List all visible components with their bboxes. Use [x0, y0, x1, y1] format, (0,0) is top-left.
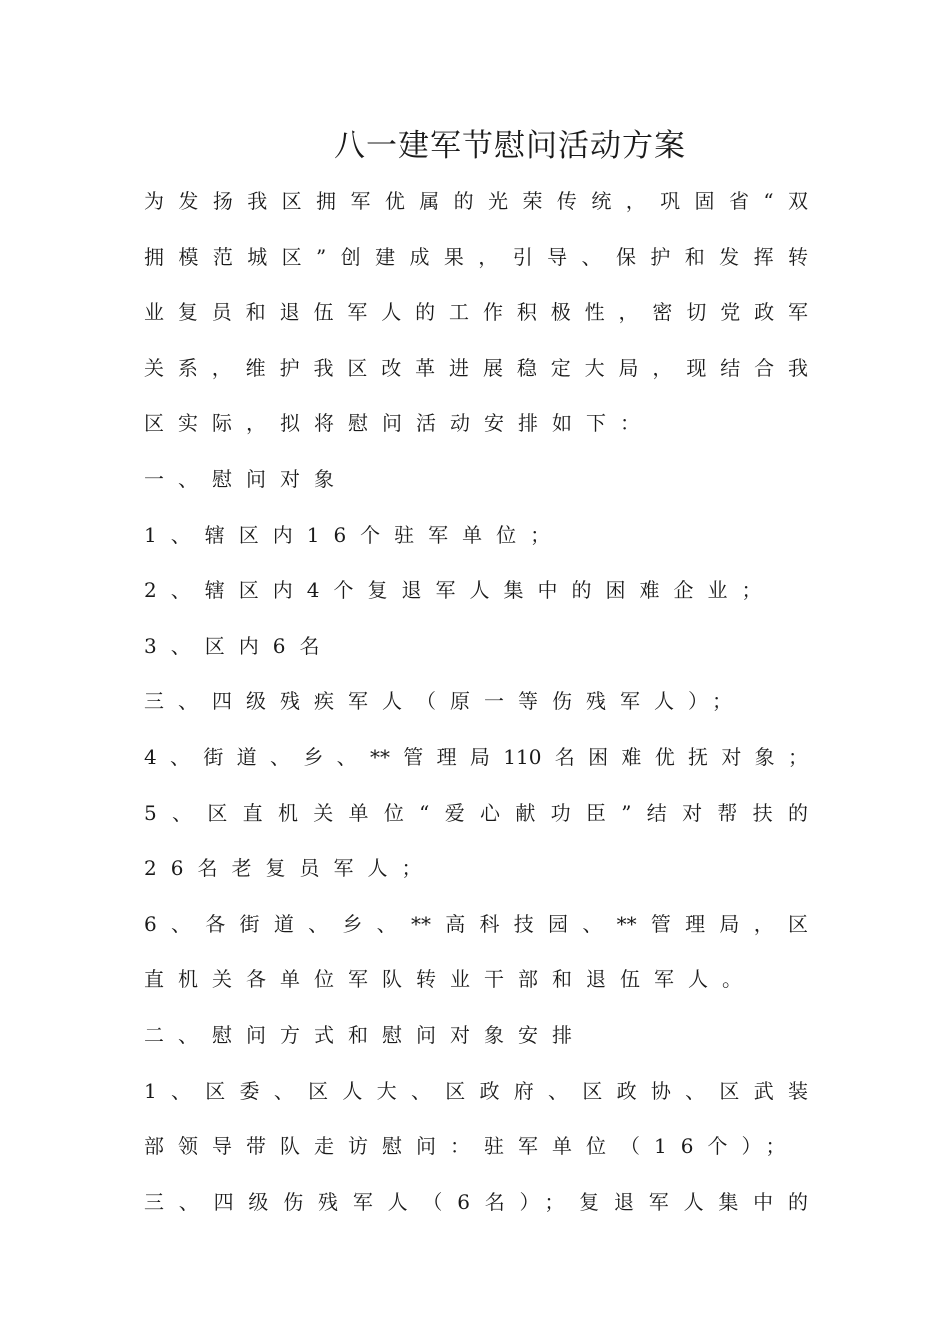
- list-item: 6、各街道、乡、**高科技园、**管理局，区: [144, 911, 808, 936]
- list-item: 26名老复员军人；: [144, 856, 436, 881]
- list-item: 部领导带队走访慰问：驻军单位（16个）；: [144, 1134, 800, 1159]
- list-item: 1、辖区内16个驻军单位；: [144, 522, 565, 547]
- document-title: 八一建军节慰问活动方案: [334, 128, 686, 164]
- list-item: 2、辖区内4个复退军人集中的困难企业；: [144, 578, 776, 603]
- list-item: 1、区委、区人大、区政府、区政协、区武装: [144, 1078, 808, 1103]
- body-line: 拥模范城区”创建成果，引导、保护和发挥转: [144, 244, 808, 269]
- section-heading: 二、慰问方式和慰问对象安排: [144, 1022, 586, 1047]
- list-item: 三、四级伤残军人（6名）；复退军人集中的: [144, 1189, 808, 1214]
- document-body: [144, 182, 808, 1238]
- list-item: 三、四级残疾军人（原一等伤残军人）；: [144, 689, 746, 714]
- list-item: 3、区内6名: [144, 633, 334, 658]
- body-line: 业复员和退伍军人的工作积极性，密切党政军: [144, 300, 808, 325]
- body-line: 关系，维护我区改革进展稳定大局，现结合我: [144, 355, 808, 380]
- list-item: 5、区直机关单位“爱心献功臣”结对帮扶的: [144, 800, 808, 825]
- body-line: 为发扬我区拥军优属的光荣传统，巩固省“双: [144, 189, 808, 213]
- body-line: 区实际，拟将慰问活动安排如下：: [144, 411, 654, 436]
- list-item: 直机关各单位军队转业干部和退伍军人。: [144, 967, 756, 992]
- section-heading: 一、慰问对象: [144, 466, 348, 491]
- list-item: 4、街道、乡、**管理局110名困难优抚对象；: [144, 744, 808, 769]
